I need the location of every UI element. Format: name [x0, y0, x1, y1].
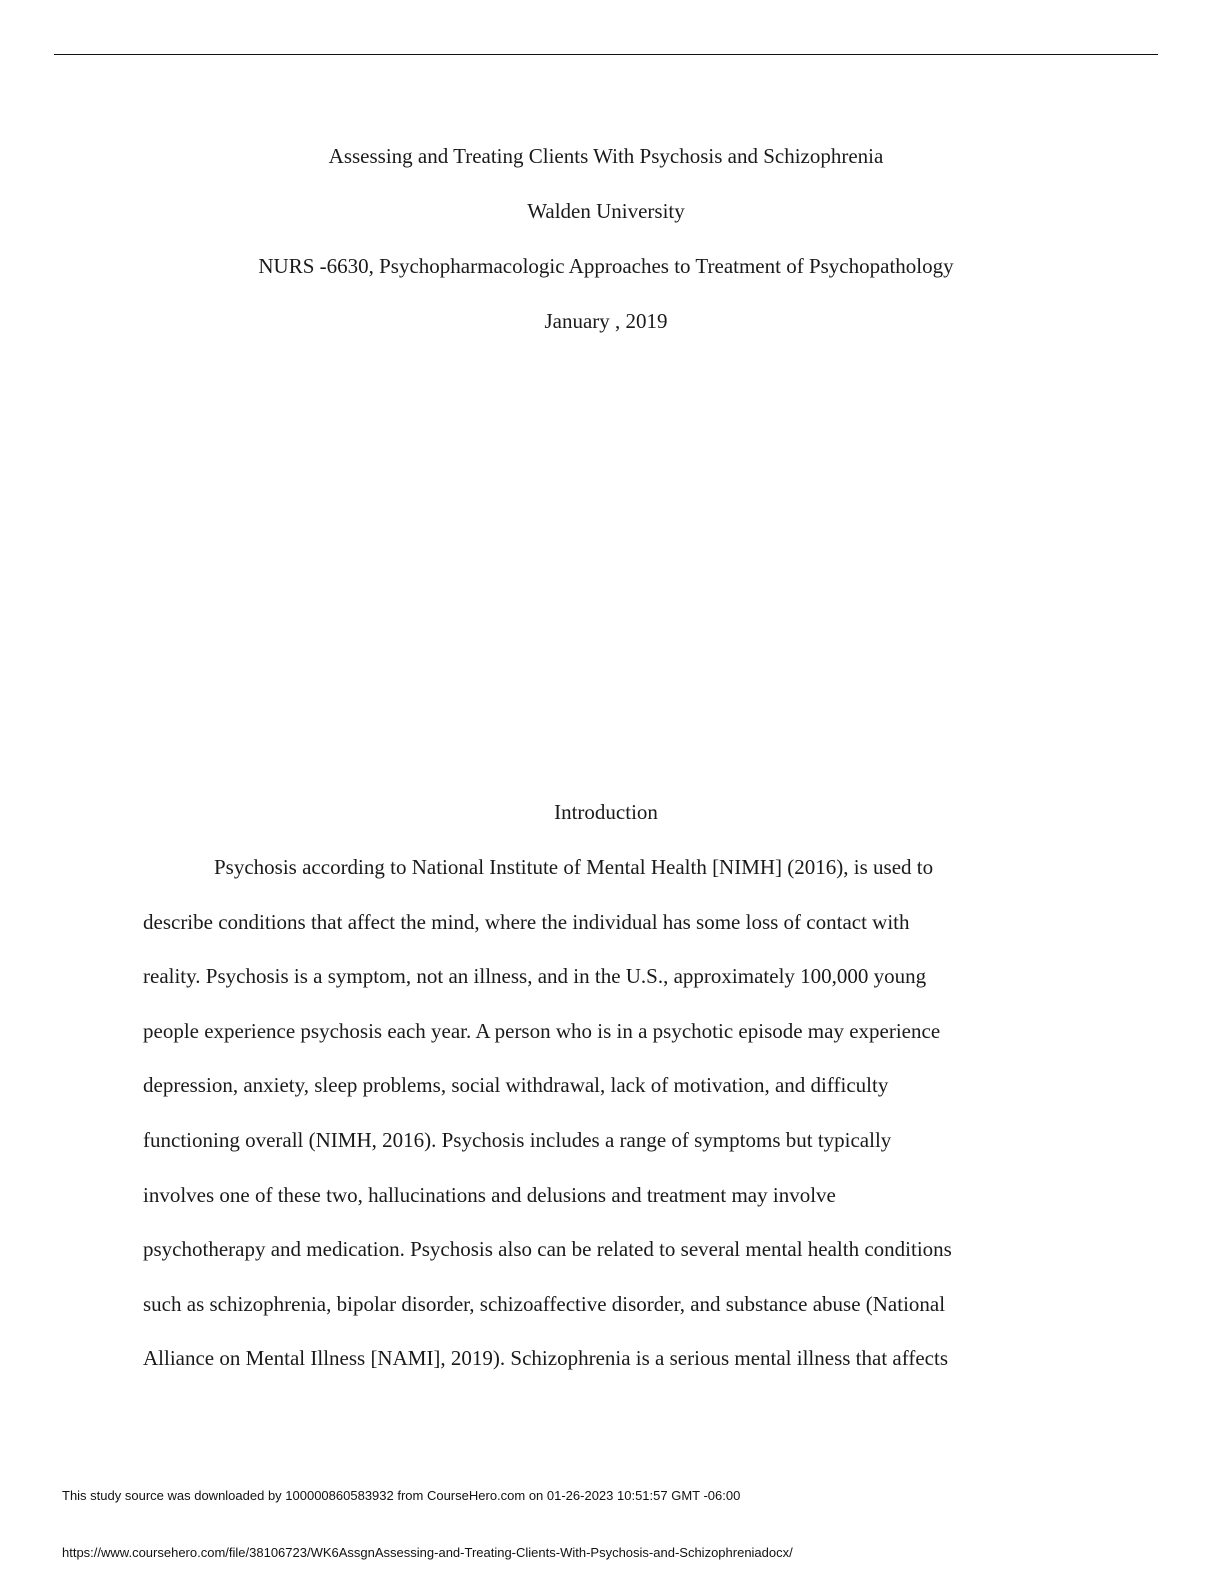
course-name: NURS -6630, Psychopharmacologic Approaches to Treatment of Psychopathology	[258, 254, 954, 278]
source-url-link[interactable]: https://www.coursehero.com/file/38106723/WK6AssgnAssessing-and-Treating-Clients-With-Psychosis-and-Schizophreniadocx/	[62, 1545, 793, 1560]
paragraph-line: people experience psychosis each year. A person who is in a psychotic episode may experience	[143, 1018, 941, 1043]
download-note: This study source was downloaded by 100000860583932 from CourseHero.com on 01-26-2023 10:51:57 GMT -06:00	[62, 1488, 741, 1503]
section-heading-introduction: Introduction	[554, 800, 658, 824]
paragraph-line: such as schizophrenia, bipolar disorder, schizoaffective disorder, and substance abuse (National	[143, 1291, 946, 1316]
paper-date: January , 2019	[544, 309, 668, 333]
paragraph-line: psychotherapy and medication. Psychosis also can be related to several mental health conditions	[143, 1237, 952, 1262]
paragraph-line: depression, anxiety, sleep problems, social withdrawal, lack of motivation, and difficulty	[143, 1073, 889, 1098]
paragraph-line: describe conditions that affect the mind, where the individual has some loss of contact with	[143, 909, 910, 934]
header-rule	[54, 54, 1158, 55]
paragraph-line: Psychosis according to National Institute of Mental Health [NIMH] (2016), is used to	[214, 855, 934, 879]
institution-name: Walden University	[527, 199, 685, 223]
introduction-paragraph	[143, 851, 1083, 1397]
paper-title: Assessing and Treating Clients With Psychosis and Schizophrenia	[328, 144, 884, 168]
paragraph-line: involves one of these two, hallucinations and delusions and treatment may involve	[143, 1182, 836, 1207]
title-page-block	[0, 140, 1212, 360]
paragraph-line: reality. Psychosis is a symptom, not an illness, and in the U.S., approximately 100,000 young	[143, 964, 927, 989]
paragraph-line: functioning overall (NIMH, 2016). Psychosis includes a range of symptoms but typically	[143, 1127, 892, 1152]
paragraph-line: Alliance on Mental Illness [NAMI], 2019). Schizophrenia is a serious mental illness that affects	[143, 1346, 948, 1371]
